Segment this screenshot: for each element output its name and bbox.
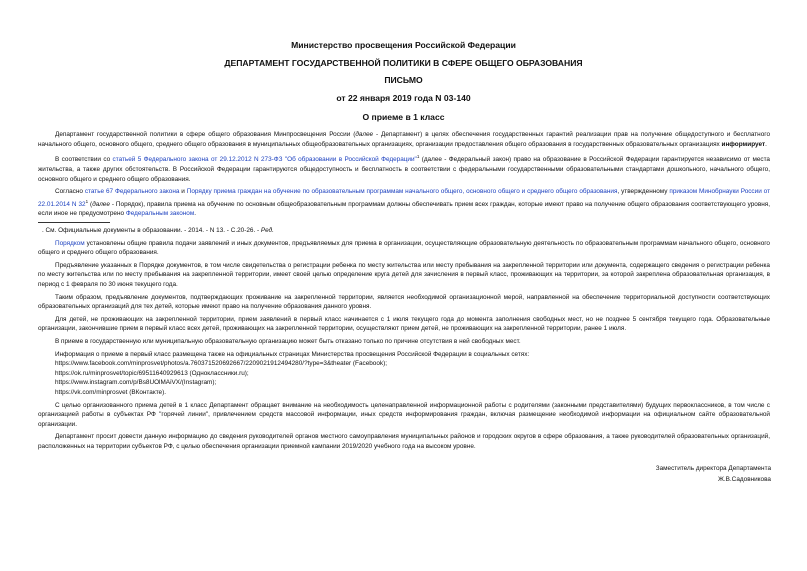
instagram-url[interactable]: https://www.instagram.com/p/Bs8UOlMAiVX/(Instagram); [55, 379, 217, 387]
paragraph-info-work: С целью организованного приема детей в 1 класс Департамент обращает внимание на необходимость целенаправленной информационной работы с родителями (законными представителями) будущих первоклассников, в том числе с организацией работы в субъектах РФ "горячей линии", привлечением средств массовой информации, иных средств информирования граждан, включая размещение необходимой информации на официальном сайте образовательной организации. [38, 401, 770, 428]
paragraph-order: Согласно статье 67 Федерального закона и Порядку приема граждан на обучение по образовательным программам начального общего, основного общего и среднего общего образования, утвержденному приказом Минобрнауки России от 22.01.2014 N $32^1$ (далее - Порядок), правила приема на обучение по основным общеобразовательным программам должны обеспечивать прием всех граждан, которые имеют право на получение общего образования соответствующего уровня, если иное не предусмотрено Федеральным законом. [38, 188, 771, 218]
document-type: ПИСЬМО [384, 75, 423, 85]
letter-body [38, 130, 770, 451]
paragraph-documents: Предъявление указанных в Порядке документов, в том числе свидетельства о регистрации ребенка по месту жительства или месту пребывания на закрепленной территории или документа, содержащего сведения о регистрации ребенка по месту жительства или по месту пребывания на закрепленной территории, имеет своей целью определение круга детей для зачисления в первый класс, проживающих на территории, за которой закреплена образовательная организация, в период с 1 февраля по 30 июня текущего года. [38, 261, 770, 288]
admission-procedure-link[interactable]: Порядку приема граждан на обучение по образовательным программам начального общего, основного общего и среднего общего образования [186, 188, 618, 196]
vkontakte-url[interactable]: https://vk.com/minprosvet (ВКонтакте). [55, 388, 167, 396]
law-article-67-link[interactable]: статье 67 Федерального закона [84, 188, 180, 196]
law-article-5-link[interactable]: статьей 5 Федерального закона от 29.12.2012 N 273-ФЗ "Об образовании в Российской Федерации" [112, 156, 417, 164]
odnoklassniki-url[interactable]: https://ok.ru/minprosvet/topic/69511640929613 (Одноклассники.ru); [55, 369, 249, 377]
paragraph-refusal: В приеме в государственную или муниципальную образовательную организацию может быть отказано только по причине отсутствия в ней свободных мест. [55, 337, 521, 345]
ministry-order-link[interactable]: приказом Минобрнауки России от 22.01.2014 N 32 [38, 188, 771, 208]
signature-block [571, 464, 771, 485]
paragraph-procedure: Порядком установлены общие правила подачи заявлений и иных документов, предъявляемых для приема в организации, осуществляющие образовательную деятельность по образовательным программам начального общего, основного общего и среднего общего образования. [38, 239, 770, 257]
department-title: ДЕПАРТАМЕНТ ГОСУДАРСТВЕННОЙ ПОЛИТИКИ В СФЕРЕ ОБЩЕГО ОБРАЗОВАНИЯ [224, 58, 583, 68]
paragraph-territory: Таким образом, предъявление документов, подтверждающих проживание на закрепленной территории, является необходимой организационной мерой, направленной на обеспечение территориальной доступности соответствующих образовательных организаций для тех детей, которые имеют право на получение образования данного уровня. [38, 293, 770, 311]
document-date-number: от 22 января 2019 года N 03-140 [336, 93, 471, 103]
paragraph-social-info: Информация о приеме в первый класс размещена также на официальных страницах Министерства просвещения Российской Федерации в социальных сетях: [55, 350, 530, 358]
document-subject: О приеме в 1 класс [362, 112, 445, 122]
signatory-position: Заместитель директора Департамента [655, 465, 771, 472]
paragraph-non-residents: Для детей, не проживающих на закрепленной территории, прием заявлений в первый класс начинается с 1 июля текущего года до момента заполнения свободных мест, но не позднее 5 сентября текущего года. Образовательные организации, закончившие прием в первый класс всех детей, проживающих на закрепленной территории, осуществляют прием детей, не проживающих на закрепленной территории, ранее 1 июля. [38, 315, 770, 333]
facebook-url[interactable]: https://www.facebook.com/minprosvet/photos/a.760371520692667/2209021912494280/?type=3&theater (Facebook); [55, 360, 388, 368]
footnote: . См. Официальные документы в образовании. - 2014. - N 13. - С.20-26. - Ред. [42, 227, 274, 234]
ministry-title: Министерство просвещения Российской Федерации [291, 40, 516, 50]
paragraph-request: Департамент просит довести данную информацию до сведения руководителей органов местного самоуправления муниципальных районов и городских округов в сфере образования, а также руководителей образовательных организаций, расположенных на территории субъектов РФ, с целью обеспечения организации приемной кампании 2019/2020 учебного года на высоком уровне. [38, 433, 770, 450]
signatory-name: Ж.В.Садовникова [717, 475, 771, 483]
paragraph-law: В соответствии со статьей 5 Федерального закона от 29.12.2012 N 273-ФЗ "Об образовании в Российской Федерации"$^1$ (далее - Федеральный закон) право на образование в Российской Федерации гарантируется независимо от места жительства, а также других обстоятельств. В Российской Федерации гарантируются общедоступность и бесплатность в соответствии с федеральными государственными образовательными стандартами дошкольного, начального общего, основного общего и среднего общего образования. [38, 154, 770, 183]
paragraph-intro: Департамент государственной политики в сфере общего образования Минпросвещения России (далее - Департамент) в целях обеспечения государственных гарантий реализации прав на получение общедоступного и бесплатного начального общего, основного общего, среднего общего образования в муниципальных общеобразовательных организациях, организации предоставления общего образования в государственных образовательных организациях информирует. [38, 131, 771, 148]
federal-law-link[interactable]: Федеральным законом [125, 210, 195, 218]
procedure-link[interactable]: Порядком [55, 239, 85, 247]
footnote-divider [38, 222, 110, 223]
